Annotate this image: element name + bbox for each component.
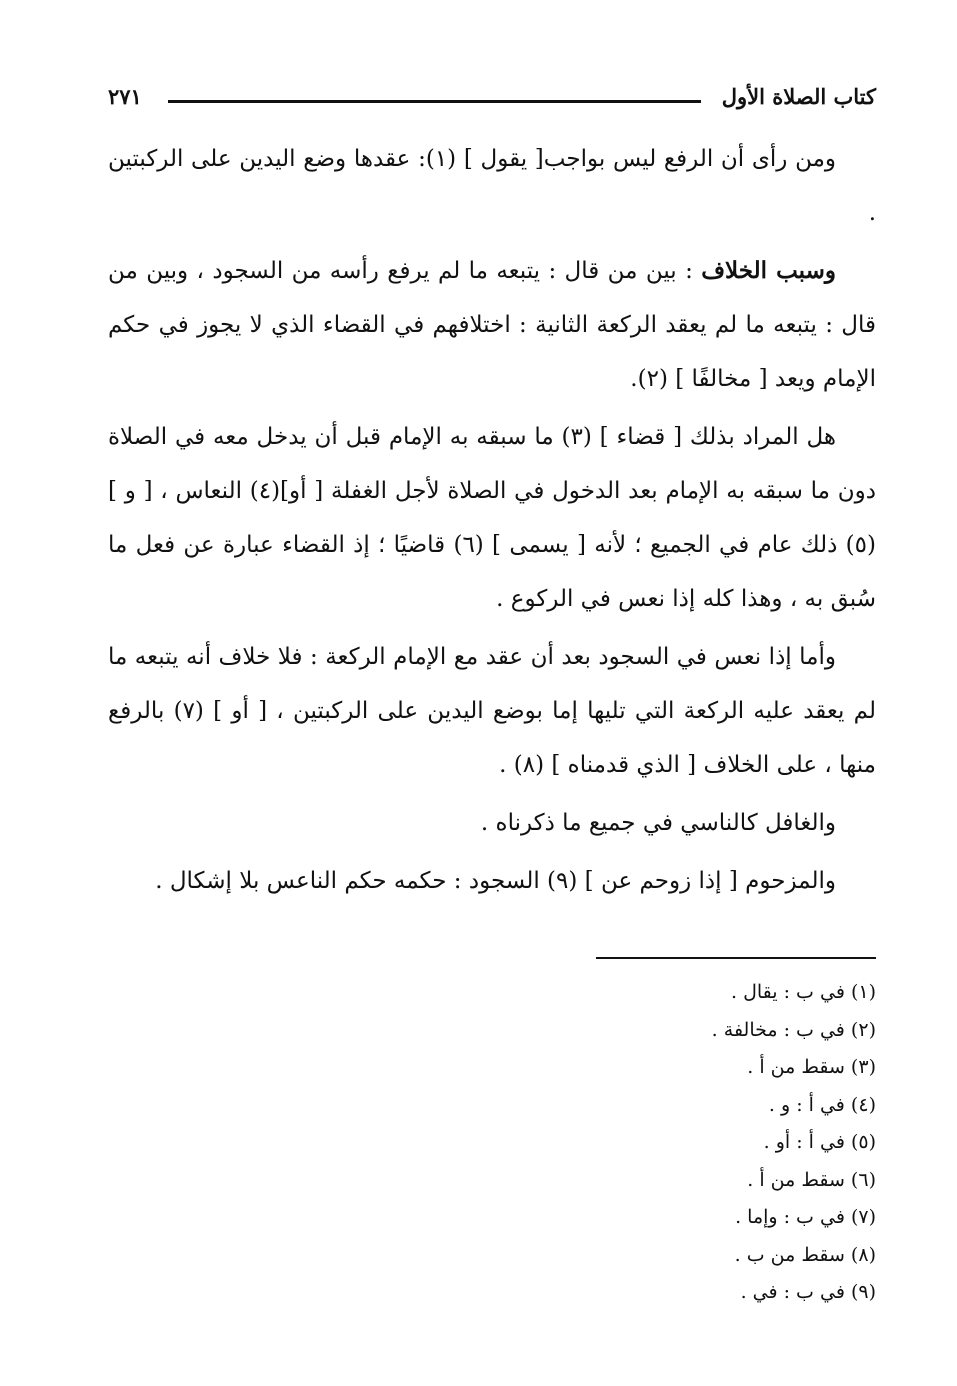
paragraph-text: : بين من قال : يتبعه ما لم يرفع رأسه من السجود ، وبين من قال : يتبعه ما لم يعقد الركعة الثانية : اختلافهم في القضاء الذي لا يجوز في حكم الإمام ويعد [ مخالفًا ] (٢). xyxy=(108,258,876,392)
header-rule xyxy=(168,100,701,103)
page-number: ٢٧١ xyxy=(108,84,142,109)
paragraph-5 xyxy=(108,796,876,850)
paragraph-text: والغافل كالناسي في جميع ما ذكرناه . xyxy=(480,810,836,836)
paragraph-4 xyxy=(108,630,876,792)
page-header xyxy=(108,82,876,122)
paragraph-text: هل المراد بذلك [ قضاء ] (٣) ما سبقه به الإمام قبل أن يدخل معه في الصلاة دون ما سبقه به الإمام بعد الدخول في الصلاة لأجل الغفلة [ أو](٤) النعاس ، [ و ] (٥) ذلك عام في الجميع ؛ لأنه [ يسمى ] (٦) قاضيًا ؛ إذ القضاء عبارة عن فعل ما سُبق به ، وهذا كله إذا نعس في الركوع . xyxy=(108,424,876,612)
paragraph-2 xyxy=(108,244,876,406)
paragraph-3 xyxy=(108,410,876,626)
paragraph-text: والمزحوم [ إذا زوحم عن ] (٩) السجود : حكمه حكم الناعس بلا إشكال . xyxy=(155,868,836,894)
footnote-3: (٣) سقط من أ . xyxy=(747,1056,876,1078)
footnote-separator xyxy=(596,957,876,959)
footnotes xyxy=(476,974,876,1312)
paragraph-text: وأما إذا نعس في السجود بعد أن عقد مع الإمام الركعة : فلا خلاف أنه يتبعه ما لم يعقد عليه الركعة التي تليها إما بوضع اليدين على الركبتين ، [ أو ] (٧) بالرفع منها ، على الخلاف [ الذي قدمناه ] (٨) . xyxy=(108,644,876,778)
paragraph-text: ومن رأى أن الرفع ليس بواجب[ يقول ] (١): عقدها وضع اليدين على الركبتين . xyxy=(108,146,876,226)
footnote-4: (٤) في أ : و . xyxy=(768,1093,876,1116)
footnote-1: (١) في ب : يقال . xyxy=(731,981,876,1003)
footnote-9: (٩) في ب : في . xyxy=(740,1281,876,1303)
footnote-8: (٨) سقط من ب . xyxy=(734,1243,876,1266)
paragraph-lead: وسبب الخلاف xyxy=(701,257,836,284)
running-title: كتاب الصلاة الأول xyxy=(721,84,876,109)
main-text xyxy=(108,132,876,912)
footnote-6: (٦) سقط من أ . xyxy=(747,1168,876,1191)
paragraph-1 xyxy=(108,132,876,240)
footnote-5: (٥) في أ : أو . xyxy=(763,1131,876,1153)
paragraph-6 xyxy=(108,854,876,908)
footnote-7: (٧) في ب : وإما . xyxy=(735,1206,876,1228)
footnote-2: (٢) في ب : مخالفة . xyxy=(711,1018,876,1041)
